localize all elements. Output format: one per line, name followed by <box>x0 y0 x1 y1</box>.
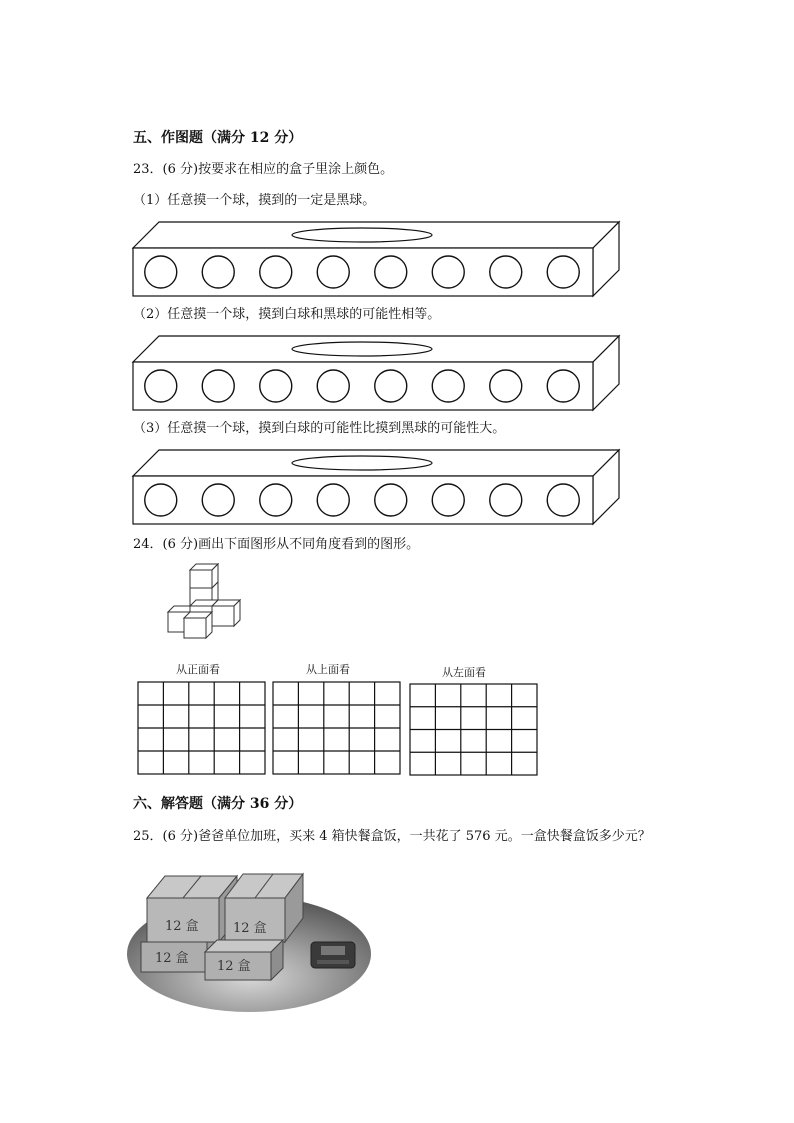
question-25-stem: 25．(6 分)爸爸单位加班，买来 4 箱快餐盒饭，一共花了 576 元。一盒快餐盒饭多少元？ <box>133 829 651 844</box>
lunch-box-back-right <box>225 874 303 942</box>
box-label-4: 12 盒 <box>217 959 251 974</box>
question-23-part-2-label: （2）任意摸一个球，摸到白球和黑球的可能性相等。 <box>133 307 441 322</box>
box-label-3: 12 盒 <box>155 951 189 966</box>
question-23-stem: 23．(6 分)按要求在相应的盒子里涂上颜色。 <box>133 162 394 177</box>
box-label-1: 12 盒 <box>165 919 199 934</box>
question-23-part-3-label: （3）任意摸一个球，摸到白球的可能性比摸到黑球的可能性大。 <box>133 421 506 436</box>
view-label-front: 从正面看 <box>176 663 220 676</box>
box-label-2: 12 盒 <box>233 921 267 936</box>
view-label-top: 从上面看 <box>306 663 350 676</box>
section-five-heading: 五、作图题（满分 12 分） <box>133 130 303 146</box>
question-23-part-1-label: （1）任意摸一个球，摸到的一定是黑球。 <box>133 193 376 208</box>
lunch-box-back-left <box>147 876 237 942</box>
cash-register-icon <box>311 942 355 968</box>
lunch-box-front-right <box>205 940 283 980</box>
lunch-box-front-left <box>141 942 207 972</box>
lunch-box-photo <box>133 862 365 990</box>
question-24-stem: 24．(6 分)画出下面图形从不同角度看到的图形。 <box>133 537 420 552</box>
section-six-heading: 六、解答题（满分 36 分） <box>133 796 303 812</box>
view-label-left: 从左面看 <box>442 666 486 679</box>
